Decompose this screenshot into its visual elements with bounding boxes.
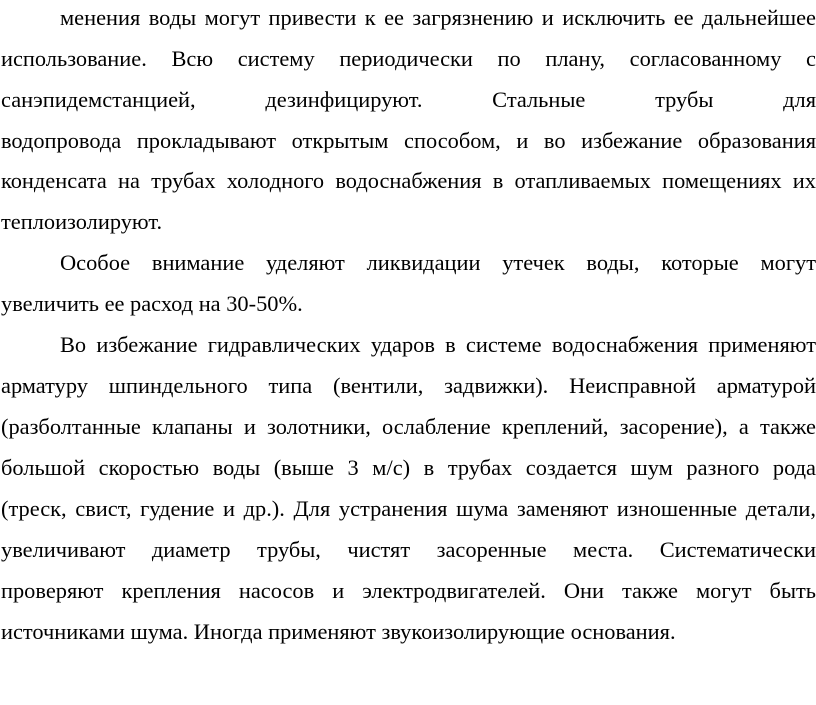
paragraph-3-line-2: арматуру шпиндельного типа (вентили, задвижки). Неисправной арматурой [1,373,816,398]
paragraph-1-line-3: санэпидемстанцией, дезинфицируют. Стальные трубы для [1,87,816,112]
paragraph-3-line-4: большой скоростью воды (выше 3 м/с) в трубах создается шум разного рода [1,455,816,480]
paragraph-3-line-7: проверяют крепления насосов и электродвигателей. Они также могут быть [1,578,816,603]
paragraph-3-line-1: Во избежание гидравлических ударов в системе водоснабжения применяют [60,332,816,357]
paragraph-3-line-5: (треск, свист, гудение и др.). Для устранения шума заменяют изношенные детали, [1,496,816,521]
paragraph-2-line-1: Особое внимание уделяют ликвидации утечек воды, которые могут [60,250,816,275]
paragraph-3-line-6: увеличивают диаметр трубы, чистят засоренные места. Систематически [1,537,816,562]
paragraph-1-line-5: конденсата на трубах холодного водоснабжения в отапливаемых помещениях их [1,168,816,193]
paragraph-1-line-1: менения воды могут привести к ее загрязнению и исключить ее дальнейшее [60,5,816,30]
paragraph-3-line-8: источниками шума. Иногда применяют звукоизолирующие основания. [1,619,676,644]
paragraph-2-line-2: увеличить ее расход на 30-50%. [1,291,303,316]
paragraph-1-line-2: использование. Всю систему периодически по плану, согласованному с [1,46,816,71]
paragraph-1-line-6: теплоизолируют. [1,209,163,234]
paragraph-1-line-4: водопровода прокладывают открытым способом, и во избежание образования [1,128,816,153]
paragraph-3-line-3: (разболтанные клапаны и золотники, ослабление креплений, засорение), а также [1,414,816,439]
